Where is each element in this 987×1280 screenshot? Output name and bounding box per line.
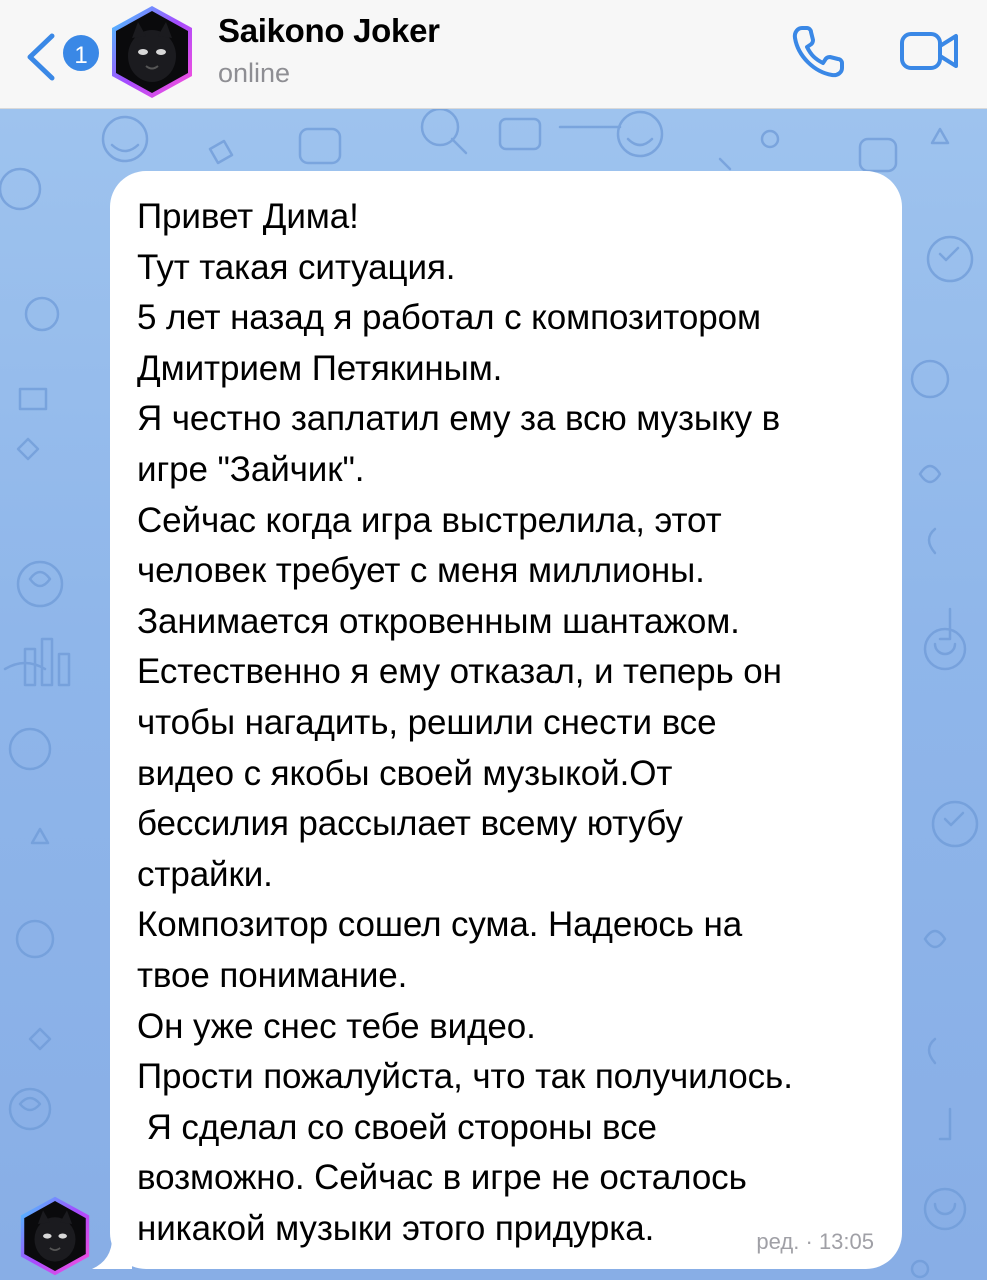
- video-call-button[interactable]: [898, 26, 962, 76]
- message-line: Он уже снес тебе видео.: [137, 1006, 536, 1046]
- contact-name[interactable]: Saikono Joker: [218, 12, 440, 49]
- call-button[interactable]: [788, 22, 848, 82]
- contact-status: online: [218, 58, 291, 88]
- edited-label: ред.: [756, 1229, 800, 1254]
- message-line: твое понимание.: [137, 955, 408, 995]
- phone-icon: [788, 22, 848, 82]
- message-line: возможно. Сейчас в игре не осталось: [137, 1158, 747, 1198]
- message-line: Я сделал со своей стороны все: [137, 1107, 657, 1147]
- message-line: человек требует с меня миллионы.: [137, 551, 705, 591]
- message-line: Занимается откровенным шантажом.: [137, 601, 740, 641]
- message-line: Композитор сошел сума. Надеюсь на: [137, 905, 743, 945]
- message-time: 13:05: [818, 1229, 874, 1254]
- message-line: бессилия рассылает всему ютубу: [137, 804, 683, 844]
- message-line: Прости пожалуйста, что так получилось.: [137, 1057, 793, 1097]
- contact-avatar[interactable]: [104, 4, 200, 100]
- unread-badge: 1: [60, 32, 102, 74]
- chat-header: [0, 0, 987, 109]
- message-line: Дмитрием Петякиным.: [137, 348, 503, 388]
- video-camera-icon: [898, 26, 962, 76]
- message-text: [137, 192, 793, 1254]
- message-line: Я честно заплатил ему за всю музыку в: [137, 399, 781, 439]
- message-line: 5 лет назад я работал с композитором: [137, 298, 761, 338]
- message-line: чтобы нагадить, решили снести все: [137, 702, 717, 742]
- back-button[interactable]: [22, 22, 88, 82]
- message-bubble[interactable]: [110, 171, 902, 1269]
- message-line: Естественно я ему отказал, и теперь он: [137, 652, 782, 692]
- meta-separator: ·: [805, 1229, 813, 1254]
- message-line: Тут такая ситуация.: [137, 247, 456, 287]
- message-line: никакой музыки этого придурка.: [137, 1208, 655, 1248]
- message-line: видео с якобы своей музыкой.От: [137, 753, 673, 793]
- message-line: Привет Дима!: [137, 197, 359, 236]
- chevron-left-icon: [22, 32, 62, 82]
- message-line: страйки.: [137, 854, 273, 894]
- sender-avatar[interactable]: [14, 1195, 96, 1277]
- message-line: игре "Зайчик".: [137, 449, 365, 489]
- chat-area[interactable]: [0, 109, 987, 1280]
- message-meta: [756, 1229, 874, 1255]
- message-line: Сейчас когда игра выстрелила, этот: [137, 500, 722, 540]
